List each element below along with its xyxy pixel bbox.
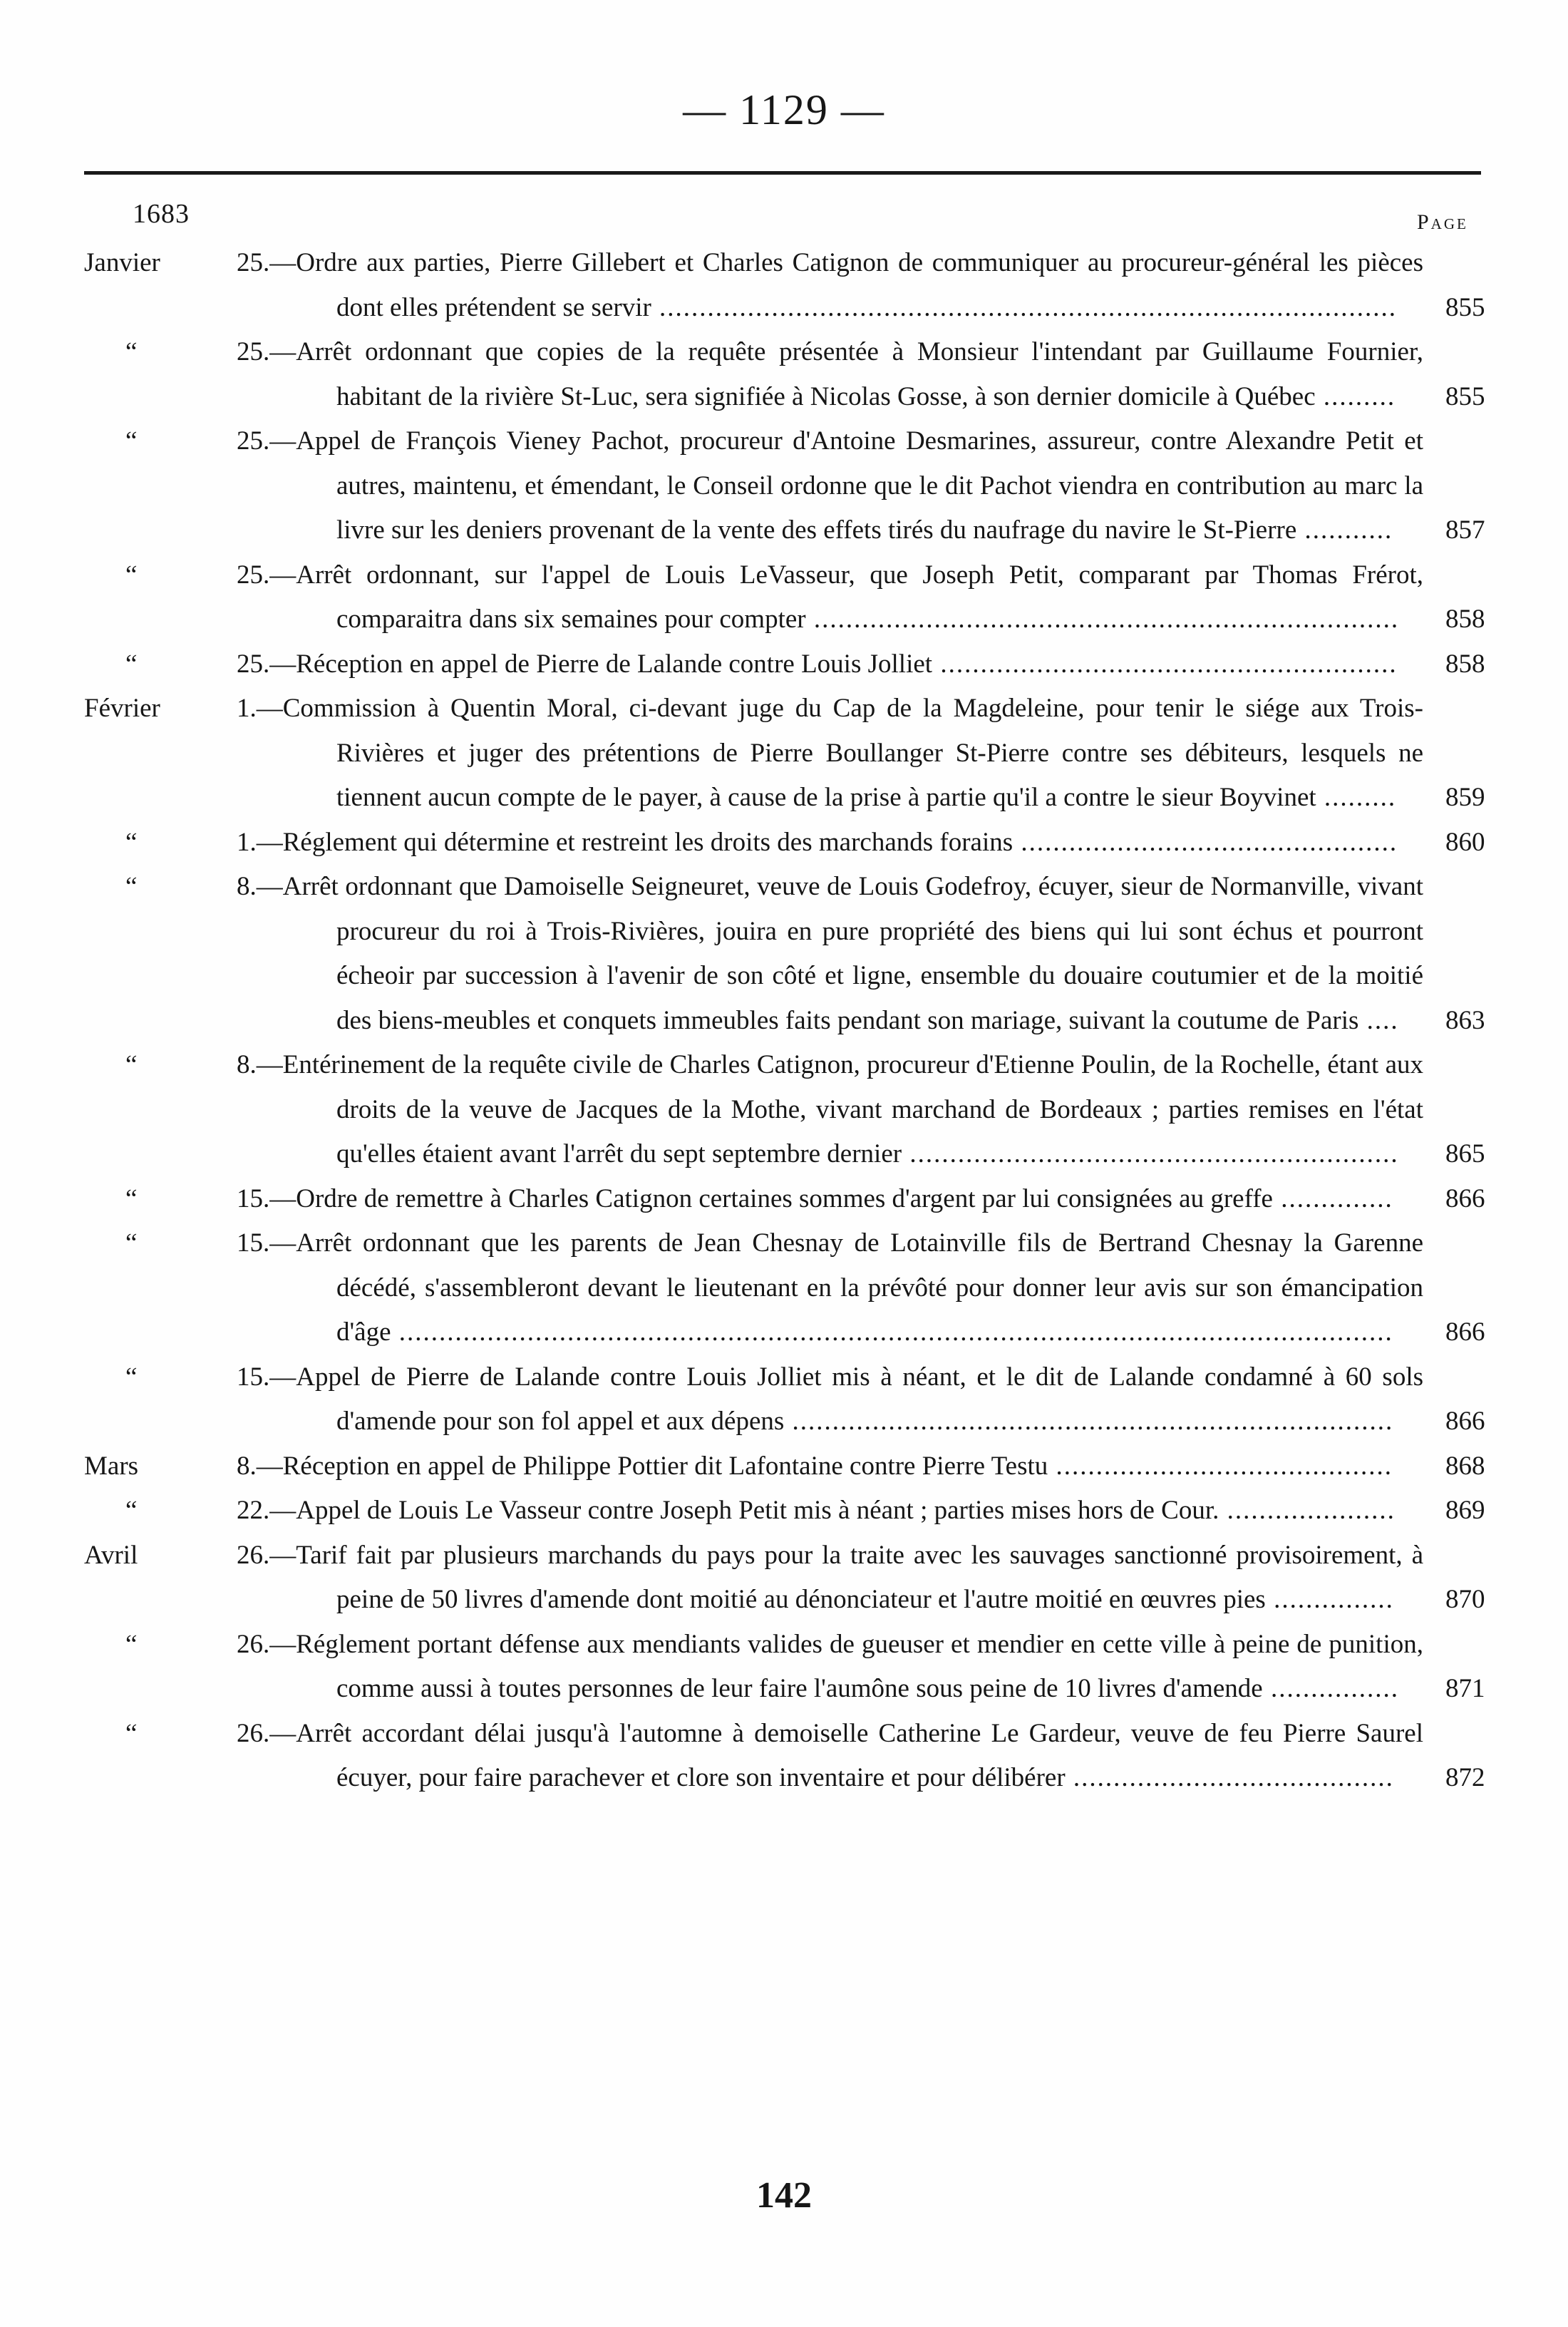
index-entry <box>0 865 1568 1043</box>
index-entry <box>0 1355 1568 1444</box>
entry-description: 26.—Réglement portant défense aux mendiants valides de gueuser et mendier en cette ville à peine de punition, comme aussi à toutes personnes de leur faire l'aumône sous peine de 10 livres d'amende <box>237 1629 1423 1703</box>
entry-page-number: 866 <box>1445 1407 1485 1436</box>
entry-month: Mars <box>84 1451 139 1481</box>
entry-month: Janvier <box>84 248 160 277</box>
year-heading: 1683 <box>133 199 190 229</box>
entry-text <box>237 1043 1423 1177</box>
leader-dots: ........................................................................... <box>784 1407 1394 1436</box>
index-entry <box>0 1177 1568 1222</box>
entry-month: “ <box>125 1496 138 1525</box>
entry-text <box>237 1221 1423 1355</box>
entry-page-number: 857 <box>1445 515 1485 545</box>
entry-month: “ <box>125 872 138 901</box>
page-number: — 1129 — <box>683 86 885 133</box>
entry-description: 26.—Arrêt accordant délai jusqu'à l'automne à demoiselle Catherine Le Gardeur, veuve de feu Pierre Saurel écuyer, pour faire parachever et clore son inventaire et pour délibérer <box>237 1718 1423 1792</box>
index-entry <box>0 1043 1568 1177</box>
entry-month: “ <box>125 560 138 590</box>
entry-text <box>237 1534 1423 1623</box>
entry-page-number: 855 <box>1445 381 1485 411</box>
leader-dots: ............................................................................................................................ <box>391 1317 1393 1347</box>
entry-description: 15.—Appel de Pierre de Lalande contre Louis Jolliet mis à néant, et le dit de Lalande condamné à 60 sols d'amende pour son fol appel et aux dépens <box>237 1362 1423 1436</box>
index-entry <box>0 241 1568 330</box>
entry-description: 25.—Ordre aux parties, Pierre Gillebert et Charles Catignon de communiquer au procureur-général les pièces dont elles prétendent se servir <box>237 248 1423 322</box>
entry-month: Avril <box>84 1540 138 1570</box>
leader-dots: ............................................................................................ <box>651 292 1398 322</box>
entry-text <box>237 241 1423 330</box>
entry-month: “ <box>125 1183 138 1213</box>
index-entry <box>0 553 1568 642</box>
entry-description: 15.—Ordre de remettre à Charles Catignon certaines sommes d'argent par lui consignées au greffe <box>237 1183 1273 1213</box>
entry-text <box>237 1444 1423 1489</box>
leader-dots: ......... <box>1316 783 1397 812</box>
entry-month: “ <box>125 426 138 456</box>
entry-page-number: 859 <box>1445 783 1485 812</box>
index-entry <box>0 1489 1568 1534</box>
entry-page-number: 863 <box>1445 1005 1485 1035</box>
entry-description: 8.—Réception en appel de Philippe Pottier dit Lafontaine contre Pierre Testu <box>237 1451 1048 1481</box>
entry-month: “ <box>125 1718 138 1748</box>
entry-page-number: 855 <box>1445 292 1485 322</box>
entry-text <box>237 553 1423 642</box>
entry-page-number: 860 <box>1445 827 1485 857</box>
entry-description: 25.—Arrêt ordonnant que copies de la requête présentée à Monsieur l'intendant par Guillaume Fournier, habitant de la rivière St-Luc, sera signifiée à Nicolas Gosse, à son dernier domicile à Québec <box>237 337 1423 411</box>
entry-text <box>237 1712 1423 1801</box>
entry-month: “ <box>125 1629 138 1659</box>
entry-description: 8.—Entérinement de la requête civile de Charles Catignon, procureur d'Etienne Poulin, de la Rochelle, étant aux droits de la veuve de Jacques de la Mothe, vivant marchand de Bordeaux ; parties remises en l'état qu'elles étaient avant l'arrêt du sept septembre dernier <box>237 1050 1423 1168</box>
entry-description: 22.—Appel de Louis Le Vasseur contre Joseph Petit mis à néant ; parties mises hors de Cour. <box>237 1496 1219 1525</box>
index-entry <box>0 419 1568 553</box>
index-entry <box>0 330 1568 419</box>
entry-list <box>0 241 1568 1801</box>
entry-month: “ <box>125 1050 138 1079</box>
entry-page-number: 858 <box>1445 605 1485 634</box>
entry-description: 8.—Arrêt ordonnant que Damoiselle Seigneuret, veuve de Louis Godefroy, écuyer, sieur de Normanville, vivant procureur du roi à Trois-Rivières, jouira en pure propriété des biens qui lui sont échus et pourront écheoir par succession à l'avenir de son côté et ligne, ensemble du douaire coutumier et de la moitié des biens-meubles et conquets immeubles faits pendant son mariage, suivant la coutume de Paris <box>237 872 1423 1035</box>
signature-mark: 142 <box>756 2175 812 2216</box>
entry-page-number: 866 <box>1445 1317 1485 1347</box>
entry-text <box>237 687 1423 821</box>
entry-month: “ <box>125 1228 138 1258</box>
entry-description: 25.—Arrêt ordonnant, sur l'appel de Louis LeVasseur, que Joseph Petit, comparant par Thomas Frérot, comparaitra dans six semaines pour compter <box>237 560 1423 634</box>
index-entry <box>0 1712 1568 1801</box>
leader-dots: ..................... <box>1219 1496 1396 1525</box>
index-entry <box>0 1444 1568 1489</box>
leader-dots: ............... <box>1265 1585 1394 1614</box>
entry-text <box>237 1489 1423 1534</box>
index-entry <box>0 642 1568 687</box>
leader-dots: ........................................ <box>1065 1763 1394 1792</box>
entry-page-number: 870 <box>1445 1585 1485 1614</box>
index-entry <box>0 821 1568 865</box>
leader-dots: ............................................................. <box>902 1139 1399 1168</box>
entry-text <box>237 330 1423 419</box>
entry-page-number: 872 <box>1445 1763 1485 1792</box>
entry-month: “ <box>125 1362 138 1392</box>
leader-dots: .............. <box>1272 1183 1393 1213</box>
page-column-header: Page <box>1417 210 1468 234</box>
entry-description: 1.—Commission à Quentin Moral, ci-devant juge du Cap de la Magdeleine, pour tenir le siége aux Trois-Rivières et juger des prétentions de Pierre Boullanger St-Pierre contre ses débiteurs, lesquels ne tiennent aucun compte de le payer, à cause de la prise à partie qu'il a contre le sieur Boyvinet <box>237 694 1423 812</box>
entry-description: 1.—Réglement qui détermine et restreint les droits des marchands forains <box>237 827 1013 857</box>
leader-dots: ......... <box>1315 381 1396 411</box>
leader-dots: ......................................................................... <box>805 605 1400 634</box>
header-rule <box>84 171 1481 175</box>
entry-text <box>237 419 1423 553</box>
entry-page-number: 858 <box>1445 649 1485 679</box>
entry-text <box>237 1355 1423 1444</box>
entry-description: 15.—Arrêt ordonnant que les parents de Jean Chesnay de Lotainville fils de Bertrand Chesnay la Garenne décédé, s'assembleront devant le lieutenant en la prévôté pour donner leur avis sur son émancipation d'âge <box>237 1228 1423 1347</box>
index-entry <box>0 1534 1568 1623</box>
entry-text <box>237 1623 1423 1712</box>
entry-month: “ <box>125 337 138 366</box>
leader-dots: .......................................... <box>1048 1451 1393 1481</box>
entry-page-number: 866 <box>1445 1183 1485 1213</box>
leader-dots: ......................................................... <box>932 649 1398 679</box>
entry-text <box>237 1177 1423 1222</box>
leader-dots: ........... <box>1296 515 1393 545</box>
index-entry <box>0 1623 1568 1712</box>
leader-dots: ............................................... <box>1013 827 1398 857</box>
entry-page-number: 869 <box>1445 1496 1485 1525</box>
entry-page-number: 868 <box>1445 1451 1485 1481</box>
leader-dots: .... <box>1358 1005 1399 1035</box>
entry-text <box>237 642 1423 687</box>
entry-description: 25.—Réception en appel de Pierre de Lalande contre Louis Jolliet <box>237 649 933 679</box>
leader-dots: ................ <box>1262 1674 1399 1703</box>
entry-text <box>237 821 1423 865</box>
entry-month: “ <box>125 649 138 679</box>
entry-description: 26.—Tarif fait par plusieurs marchands du pays pour la traite avec les sauvages sanctionné provisoirement, à peine de 50 livres d'amende dont moitié au dénonciateur et l'autre moitié en œuvres pies <box>237 1540 1423 1614</box>
index-entry <box>0 687 1568 821</box>
entry-month: Février <box>84 694 160 723</box>
entry-page-number: 871 <box>1445 1674 1485 1703</box>
entry-description: 25.—Appel de François Vieney Pachot, procureur d'Antoine Desmarines, assureur, contre Alexandre Petit et autres, maintenu, et émendant, le Conseil ordonne que le dit Pachot viendra en contribution au marc la livre sur les deniers provenant de la vente des effets tirés du naufrage du navire le St-Pierre <box>237 426 1423 545</box>
entry-page-number: 865 <box>1445 1139 1485 1168</box>
entry-text <box>237 865 1423 1043</box>
index-entry <box>0 1221 1568 1355</box>
entry-month: “ <box>125 827 138 857</box>
